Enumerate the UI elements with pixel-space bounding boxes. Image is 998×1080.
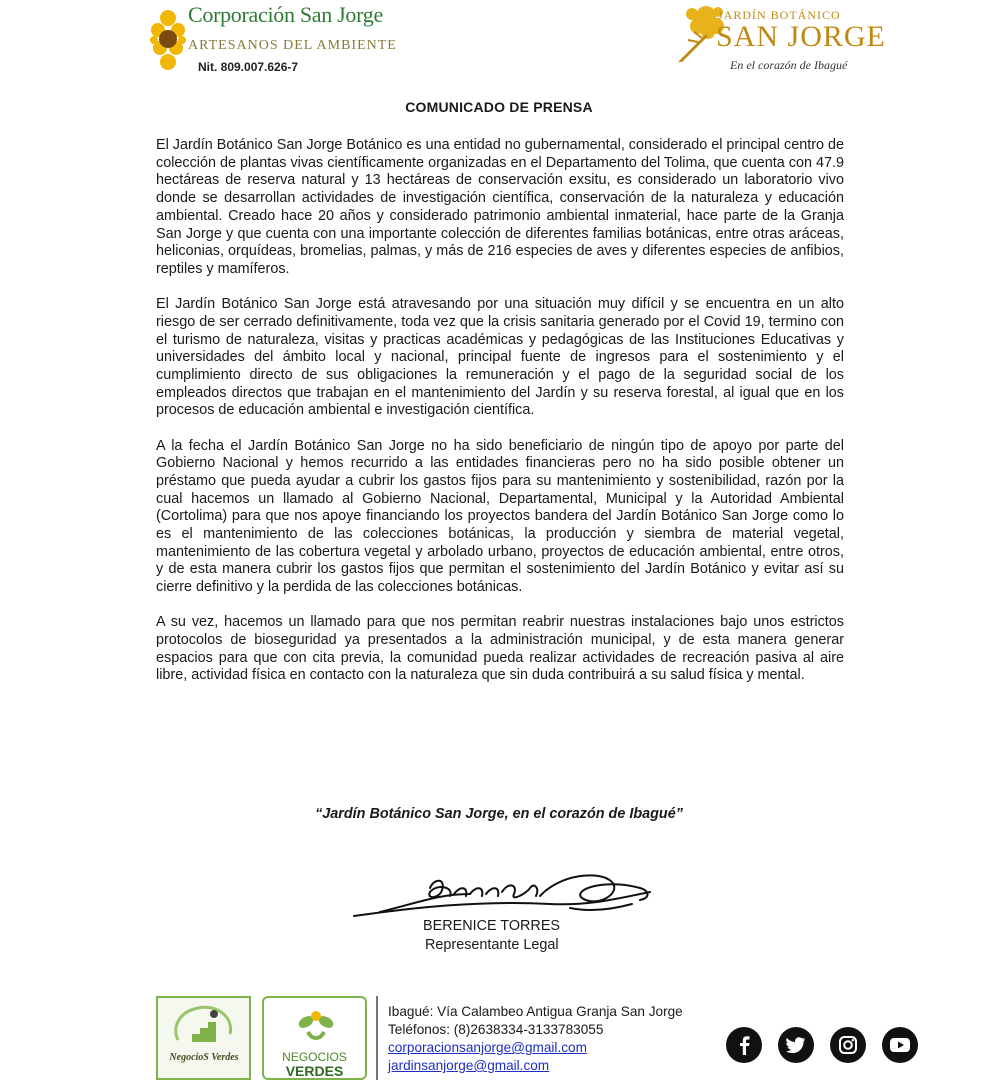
paragraph: El Jardín Botánico San Jorge Botánico es una entidad no gubernamental, considerado el principal centro de colección de plantas vivas científicamente organizadas en el Departamento del Tolima, que cuenta con 47.9 hectáreas de reserva natural y 13 hectáreas de conservación exsitu, es considerado un laboratorio vivo donde se desarrollan actividades de investigación científica, conservación de la naturaleza y educación ambiental. Creado hace 20 años y considerado patrimonio ambiental inmaterial, hace parte de la Granja San Jorge y que cuenta con una importante colección de diferentes familias botánicas, entre otras aráceas, heliconias, orquídeas, bromelias, palmas, y más de 216 especies de aves y diferentes especies de anfibios, reptiles y mamíferos.	[156, 137, 845, 277]
corporacion-logo	[148, 0, 397, 80]
person-leaf-icon	[296, 1006, 336, 1046]
signer-name: BERENICE TORRES	[423, 918, 561, 934]
youtube-icon[interactable]	[882, 1027, 918, 1063]
signer-role: Representante Legal	[425, 937, 559, 953]
paragraph: A su vez, hacemos un llamado para que nos permitan reabrir nuestras instalaciones bajo unos estrictos protocolos de bioseguridad ya presentados a la administración municipal, y de esta manera generar espacios para que con cita previa, la comunidad pueda realizar actividades de recreación pasiva al aire libre, actividad física en contacto con la naturaleza que sin duda contribuirá a su salud física y mental.	[156, 614, 844, 684]
sunflower-icon	[150, 4, 186, 72]
signature-drawing	[350, 864, 670, 924]
paragraph: A la fecha el Jardín Botánico San Jorge no ha sido beneficiario de ningún tipo de apoyo por parte del Gobierno Nacional y hemos recurrido a las entidades financieras pero no ha sido posible obtener un préstamo que pueda ayudar a cubrir los gastos fijos para su mantenimiento y sostenibilidad, razón por la cual hacemos un llamado al Gobierno Nacional, Departamental, Municipal y la Autoridad Ambiental (Cortolima) para que nos apoye financiando los proyectos bandera del Jardín Botánico San Jorge como lo es el mantenimiento de las colecciones botánicas, la producción y siembra de material vegetal, mantenimiento de las cobertura vegetal y arbolado urbano, proyectos de educación ambiental, entre otros, y de esta manera cubrir los gastos fijos que permitan el sostenimiento del Jardín Botánico y evitar así su cierre definitivo y la perdida de las colecciones botánicas.	[156, 437, 844, 596]
instagram-icon[interactable]	[830, 1027, 866, 1063]
email-link-jardin[interactable]: jardinsanjorge@gmail.com	[388, 1058, 550, 1073]
email-link-corporacion[interactable]: corporacionsanjorge@gmail.com	[388, 1040, 587, 1055]
negocios-verdes-logo	[262, 996, 367, 1080]
paragraph: El Jardín Botánico San Jorge está atravesando por una situación muy difícil y se encuentra en un alto riesgo de ser cerrado definitivamente, toda vez que la crisis sanitaria generado por el Covid 19, termino con el turismo de naturaleza, visitas y practicas académicas y pedagógicas de las Instituciones Educativas y universidades del ámbito local y nacional, principal fuente de ingresos para el sostenimiento y el cumplimiento directo de sus obligaciones la remuneración y el pago de la seguridad social de los empleados directos que trabajan en el mantenimiento del Jardín y su reserva forestal, al igual que en los procesos de educación ambiental e investigación científica.	[156, 296, 844, 419]
footer-divider	[376, 996, 378, 1080]
stairs-icon	[168, 1004, 240, 1048]
negocios-line1: NEGOCIOS	[282, 1050, 347, 1064]
footer-address: Ibagué: Vía Calambeo Antigua Granja San Jorge	[388, 1004, 683, 1019]
negocios-line2: VERDES	[285, 1063, 344, 1079]
jardin-name: SAN JORGE	[716, 20, 886, 53]
seal-label: NegocioS Verdes	[169, 1052, 239, 1063]
negocios-label	[264, 1050, 365, 1078]
slogan: “Jardín Botánico San Jorge, en el corazón de Ibagué”	[315, 806, 683, 822]
jardin-tagline: En el corazón de Ibagué	[730, 58, 848, 72]
corporacion-name: Corporación San Jorge	[188, 2, 383, 27]
jardin-botanico-logo	[668, 0, 886, 80]
footer-contact	[388, 1003, 683, 1075]
document-title: COMUNICADO DE PRENSA	[405, 99, 593, 115]
twitter-icon[interactable]	[778, 1027, 814, 1063]
negocios-verdes-seal	[156, 996, 251, 1080]
jardin-top-line: JARDÍN BOTÁNICO	[718, 8, 841, 22]
facebook-icon[interactable]	[726, 1027, 762, 1063]
corporacion-subtitle: ARTESANOS DEL AMBIENTE	[188, 38, 397, 53]
corporacion-nit: Nit. 809.007.626-7	[198, 60, 299, 74]
document-body	[156, 137, 844, 685]
footer-phones: Teléfonos: (8)2638334-3133783055	[388, 1022, 604, 1037]
